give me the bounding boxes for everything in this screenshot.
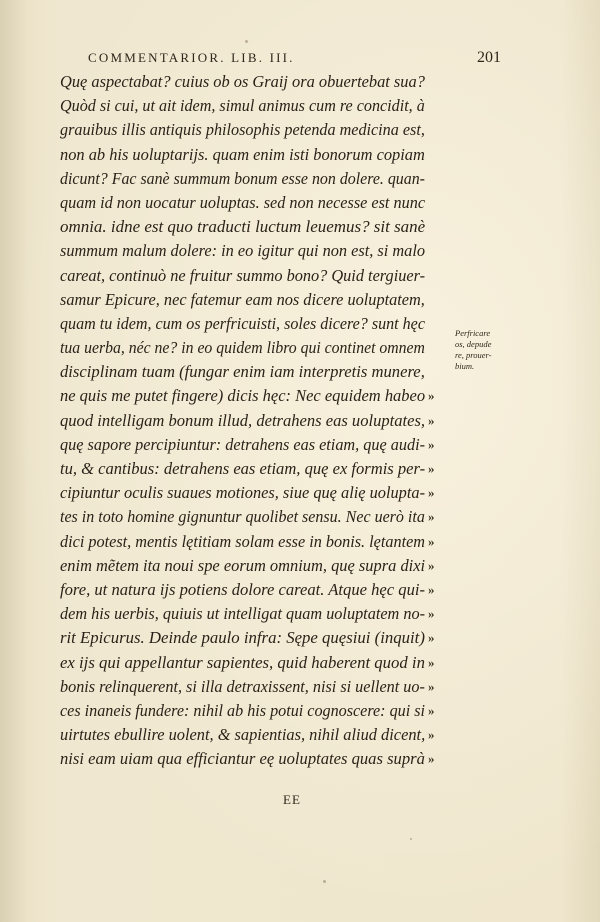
- text-line-content: quam tu idem, cum os perfricuisti, soles dicere? sunt hęc: [60, 313, 425, 333]
- text-line: [60, 457, 460, 481]
- text-line: [60, 167, 460, 191]
- quotation-mark: »: [428, 702, 435, 718]
- quotation-mark: »: [428, 557, 435, 573]
- quotation-mark: »: [428, 485, 435, 501]
- quotation-mark: »: [428, 461, 435, 476]
- quotation-mark: »: [428, 630, 435, 646]
- text-line: [60, 578, 460, 602]
- text-line: [60, 288, 460, 312]
- body-text: [60, 70, 460, 771]
- text-line-content: careat, continuò ne fruitur summo bono? Quid tergiuer-: [60, 265, 426, 285]
- text-line: [60, 699, 460, 723]
- paper-speck: [245, 40, 248, 43]
- text-line: [60, 191, 460, 215]
- margin-note: [455, 328, 535, 372]
- text-line-content: ne quis me putet fingere) dicis hęc: Nec equidem habeo: [60, 386, 426, 406]
- quotation-mark: »: [428, 509, 435, 525]
- text-line: [60, 264, 460, 288]
- text-line-content: samur Epicure, nec fatemur eam nos dicere uoluptatem,: [60, 289, 425, 309]
- text-line: [60, 481, 460, 505]
- text-line: [60, 336, 460, 360]
- text-line-content: dici potest, mentis lętitiam solam esse in bonis. lętantem: [60, 531, 426, 551]
- text-line-content: tes in toto homine gignuntur quolibet sensu. Nec uerò ita: [60, 507, 425, 527]
- quotation-mark: »: [428, 436, 435, 452]
- text-line-content: nisi eam uiam qua efficiantur eę uoluptates quas suprà: [60, 749, 425, 769]
- quotation-mark: »: [428, 533, 435, 549]
- text-line: [60, 215, 460, 239]
- text-line-content: ex ijs qui appellantur sapientes, quid haberent quod in: [60, 652, 425, 672]
- text-line: [60, 554, 460, 578]
- text-line: [60, 675, 460, 699]
- quotation-mark: »: [428, 654, 435, 670]
- text-line-content: non ab his uoluptarijs. quam enim isti bonorum copiam: [60, 144, 425, 164]
- text-line: [60, 239, 460, 263]
- text-line: [60, 626, 460, 650]
- text-line: [60, 651, 460, 675]
- text-line-content: quod intelligam bonum illud, detrahens eas uoluptates,: [60, 410, 426, 430]
- signature-mark: EE: [283, 792, 301, 807]
- text-line: [60, 602, 460, 626]
- text-line-content: disciplinam tuam (fungar enim iam interpretis munere,: [60, 362, 425, 382]
- text-line-content: ces inaneis fundere: nihil ab his potui cognoscere: qui si: [60, 700, 426, 720]
- text-line: [60, 409, 460, 433]
- text-line-content: enim mẽtem ita noui spe eorum omnium, quę supra dixi: [60, 555, 426, 575]
- text-line-content: Quòd si cui, ut ait idem, simul animus cum re concidit, à: [60, 96, 425, 116]
- text-line-content: tua uerba, néc ne? in eo quidem libro qui continet omnem: [60, 338, 425, 358]
- text-line-content: grauibus illis antiquis philosophis petenda medicina est,: [60, 120, 425, 140]
- text-line-content: rit Epicurus. Deinde paulo infra: Sępe quęsiui (inquit): [60, 628, 425, 648]
- text-line: [60, 312, 460, 336]
- text-line: [60, 433, 460, 457]
- text-line: [60, 384, 460, 408]
- text-line: [60, 505, 460, 529]
- text-line-content: dem his uerbis, quiuis ut intelligat quam uoluptatem no-: [60, 604, 425, 624]
- text-line-content: omnia. idne est quo traducti luctum leuemus? sit sanè: [60, 217, 426, 237]
- quotation-mark: »: [428, 606, 435, 622]
- text-line-content: Quę aspectabat? cuius ob os Graij ora obuertebat sua?: [60, 72, 425, 91]
- text-line-content: summum malum dolere: in eo igitur qui non est, si malo: [60, 241, 426, 261]
- quotation-mark: »: [428, 727, 435, 743]
- text-line: [60, 118, 460, 142]
- quotation-mark: »: [428, 388, 435, 404]
- text-line: [60, 747, 460, 771]
- text-line-content: uirtutes ebullire uolent, & sapientias, nihil aliud dicent,: [60, 725, 426, 745]
- paper-speck: [323, 880, 326, 883]
- text-line-content: fore, ut natura ijs potiens dolore careat. Atque hęc qui-: [60, 579, 425, 599]
- text-line: [60, 530, 460, 554]
- text-line: [60, 723, 460, 747]
- running-head: COMMENTARIOR. LIB. III.: [88, 50, 295, 65]
- page-number: 201: [477, 49, 501, 66]
- quotation-mark: »: [428, 678, 435, 694]
- text-line-content: tu, & cantibus: detrahens eas etiam, quę ex formis per-: [60, 459, 426, 478]
- margin-note-line: os, depude: [455, 339, 492, 349]
- quotation-mark: »: [428, 581, 435, 597]
- text-line: [60, 360, 460, 384]
- text-line-content: quam id non uocatur uoluptas. sed non necesse est nunc: [60, 192, 426, 212]
- margin-note-line: Perfricare: [455, 328, 491, 338]
- text-line: [60, 143, 460, 167]
- text-line: [60, 94, 460, 118]
- text-line-content: quę sapore percipiuntur: detrahens eas etiam, quę audi-: [60, 434, 426, 454]
- text-line-content: bonis relinquerent, si illa detraxissent, nisi si uellent uo-: [60, 676, 425, 696]
- paper-speck: [410, 838, 412, 840]
- text-line-content: cipiuntur oculis suaues motiones, siue quę alię uolupta-: [60, 483, 426, 503]
- quotation-mark: »: [428, 412, 435, 428]
- margin-note-line: re, prouer-: [455, 350, 492, 360]
- text-line-content: dicunt? Fac sanè summum bonum esse non dolere. quan-: [60, 168, 425, 188]
- margin-note-line: bium.: [455, 361, 475, 371]
- text-line: [60, 70, 460, 94]
- quotation-mark: »: [428, 751, 435, 767]
